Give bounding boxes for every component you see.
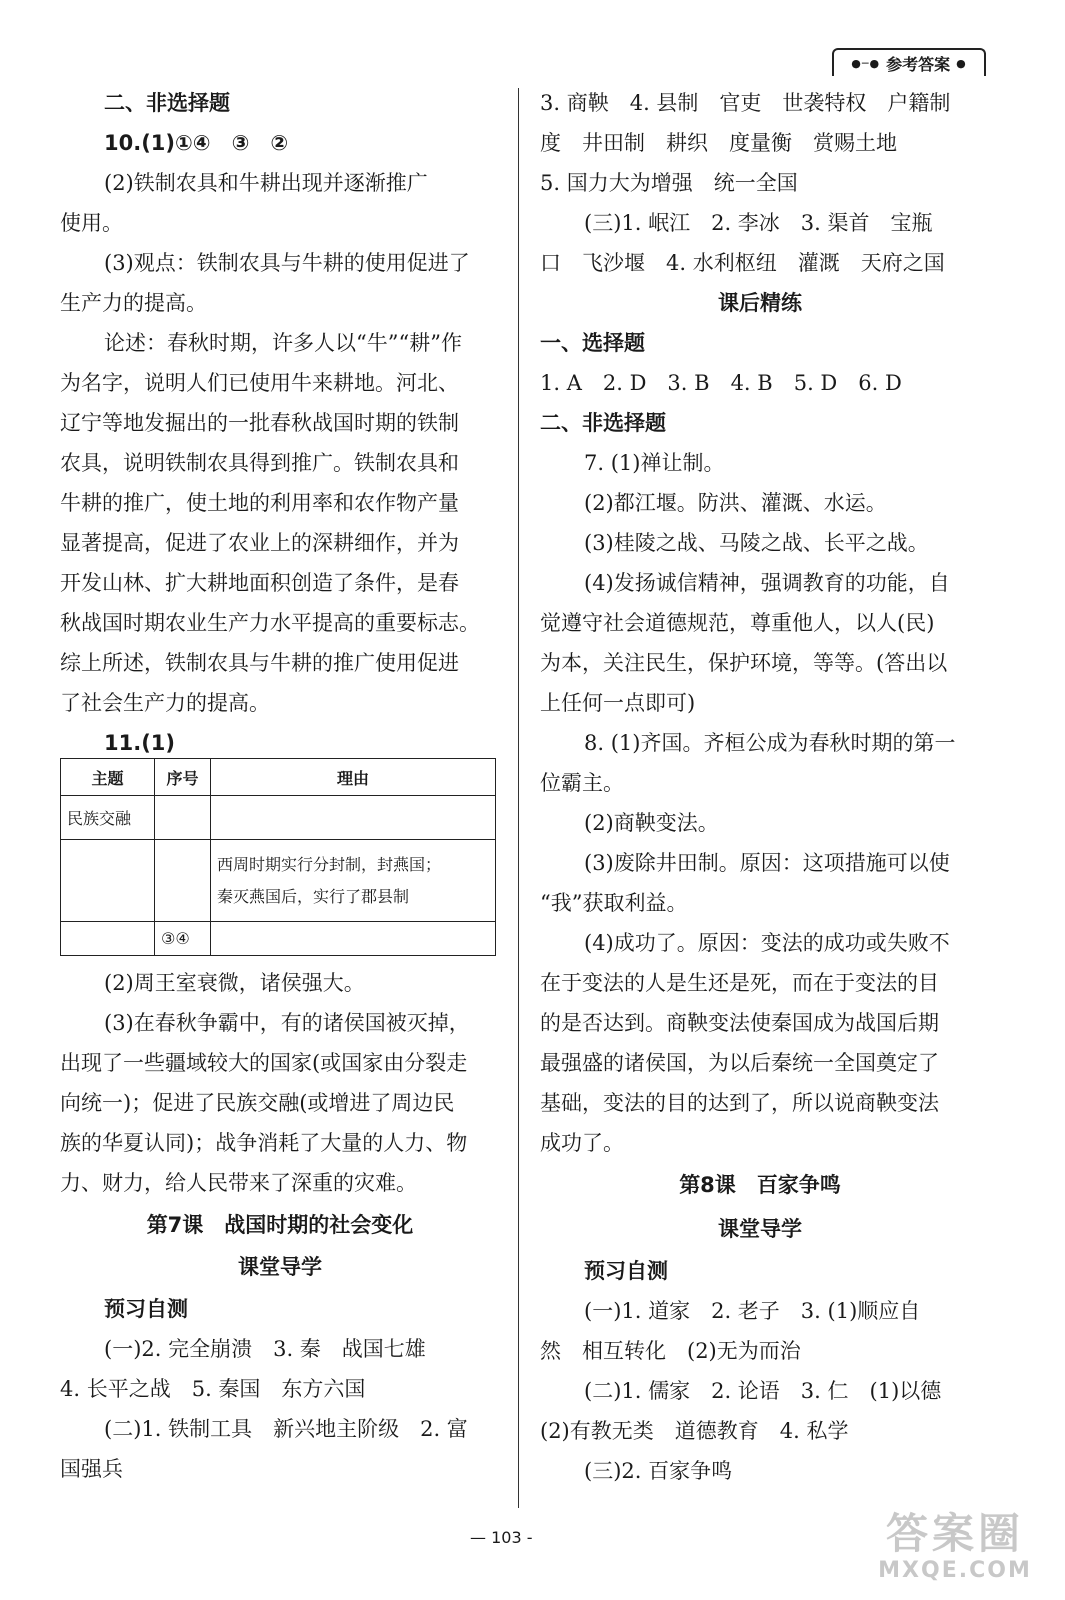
header-dots-right: ● xyxy=(956,56,967,70)
q10-3: (3)观点：铁制农具与牛耕的使用促进了 xyxy=(104,251,470,275)
q7-3: (3)桂陵之战、马陵之战、长平之战。 xyxy=(584,531,929,555)
section-preview-test: 预习自测 xyxy=(104,1297,188,1321)
q10-argument: 论述：春秋时期，许多人以“牛”“耕”作 xyxy=(104,331,462,355)
q7-4: (4)发扬诚信精神，强调教育的功能，自 xyxy=(584,571,950,595)
lesson-8-title: 第8课 百家争鸣 xyxy=(679,1173,841,1197)
q7-4-l3: 为本，关注民生，保护环境，等等。(答出以 xyxy=(540,651,948,675)
watermark-logo: 答案圈 xyxy=(885,1509,1024,1558)
table-cell: 西周时期实行分封制，封燕国； 秦灭燕国后，实行了郡县制 xyxy=(211,840,496,922)
p8-1-cont: 然 相互转化 (2)无为而治 xyxy=(540,1339,801,1363)
q10-argument-l9: 综上所述，铁制农具与牛耕的推广使用促进 xyxy=(60,651,459,675)
q11-1: 11.(1) xyxy=(104,731,176,755)
section-after-class: 课后精练 xyxy=(718,291,802,315)
table-cell: ③④ xyxy=(155,922,211,956)
r-line-1: 3. 商鞅 4. 县制 官吏 世袭特权 户籍制 xyxy=(540,91,951,115)
q8-1-cont: 位霸主。 xyxy=(540,771,624,795)
header-dots-left: ●─● xyxy=(851,56,881,70)
preview-1: (一)2. 完全崩溃 3. 秦 战国七雄 xyxy=(104,1337,426,1361)
q10-argument-l2: 为名字，说明人们已使用牛来耕地。河北、 xyxy=(60,371,459,395)
p8-2-cont: (2)有教无类 道德教育 4. 私学 xyxy=(540,1419,849,1443)
q11-3-l4: 族的华夏认同)；战争消耗了大量的人力、物 xyxy=(60,1131,468,1155)
choice-answers: 1. A 2. D 3. B 4. B 5. D 6. D xyxy=(540,371,902,395)
r-line-4: (三)1. 岷江 2. 李冰 3. 渠首 宝瓶 xyxy=(584,211,933,235)
q8-4: (4)成功了。原因：变法的成功或失败不 xyxy=(584,931,950,955)
q10-argument-l6: 显著提高，促进了农业上的深耕细作，并为 xyxy=(60,531,459,555)
table-row xyxy=(61,796,496,840)
table-cell xyxy=(155,796,211,840)
q11-3-l3: 向统一)；促进了民族交融(或增进了周边民 xyxy=(60,1091,455,1115)
table-cell: 民族交融 xyxy=(61,796,155,840)
q7-4-l2: 觉遵守社会道德规范，尊重他人，以人(民) xyxy=(540,611,935,635)
q10-3-cont: 生产力的提高。 xyxy=(60,291,207,315)
section-header-tag xyxy=(832,48,986,76)
preview-2: (二)1. 铁制工具 新兴地主阶级 2. 富 xyxy=(104,1417,468,1441)
q10-2-cont: 使用。 xyxy=(60,211,123,235)
q8-4-l3: 的是否达到。商鞅变法使秦国成为战国后期 xyxy=(540,1011,939,1035)
preview-1-cont: 4. 长平之战 5. 秦国 东方六国 xyxy=(60,1377,366,1401)
r-line-2: 度 井田制 耕织 度量衡 赏赐土地 xyxy=(540,131,897,155)
section-classroom-guide-2: 课堂导学 xyxy=(718,1217,802,1241)
section-classroom-guide: 课堂导学 xyxy=(238,1255,322,1279)
table-cell xyxy=(155,840,211,922)
q8-4-l6: 成功了。 xyxy=(540,1131,624,1155)
heading-non-choice-2: 二、非选择题 xyxy=(540,411,666,435)
preview-2-cont: 国强兵 xyxy=(60,1457,123,1481)
q10-2: (2)铁制农具和牛耕出现并逐渐推广 xyxy=(104,171,428,195)
q8-4-l5: 基础，变法的目的达到了，所以说商鞅变法 xyxy=(540,1091,939,1115)
header-title: 参考答案 xyxy=(886,54,951,74)
q10-1: 10.(1)①④ ③ ② xyxy=(104,131,289,155)
q10-argument-l3: 辽宁等地发掘出的一批春秋战国时期的铁制 xyxy=(60,411,459,435)
page-number: — 103 - xyxy=(470,1528,533,1547)
q8-4-l4: 最强盛的诸侯国，为以后秦统一全国奠定了 xyxy=(540,1051,939,1075)
table-header-cell: 序号 xyxy=(155,759,211,796)
answer-table xyxy=(60,758,496,956)
q11-3-l2: 出现了一些疆域较大的国家(或国家由分裂走 xyxy=(60,1051,468,1075)
q8-2: (2)商鞅变法。 xyxy=(584,811,719,835)
lesson-7-title: 第7课 战国时期的社会变化 xyxy=(146,1213,414,1237)
table-row xyxy=(61,922,496,956)
q7-1: 7. (1)禅让制。 xyxy=(584,451,725,475)
watermark-url: MXQE.COM xyxy=(878,1558,1032,1583)
q8-3: (3)废除井田制。原因：这项措施可以使 xyxy=(584,851,950,875)
column-divider xyxy=(518,88,519,1508)
table-cell xyxy=(61,840,155,922)
q10-argument-l5: 牛耕的推广，使土地的利用率和农作物产量 xyxy=(60,491,459,515)
table-header-cell: 主题 xyxy=(61,759,155,796)
q10-argument-l8: 秋战国时期农业生产力水平提高的重要标志。 xyxy=(60,611,480,635)
heading-choice: 一、选择题 xyxy=(540,331,645,355)
q8-4-l2: 在于变法的人是生还是死，而在于变法的目 xyxy=(540,971,939,995)
table-cell xyxy=(211,796,496,840)
p8-2: (二)1. 儒家 2. 论语 3. 仁 (1)以德 xyxy=(584,1379,942,1403)
table-header-cell: 理由 xyxy=(211,759,496,796)
q10-argument-l7: 开发山林、扩大耕地面积创造了条件，是春 xyxy=(60,571,459,595)
watermark xyxy=(870,1510,1040,1590)
r-line-3: 5. 国力大为增强 统一全国 xyxy=(540,171,798,195)
q11-2: (2)周王室衰微，诸侯强大。 xyxy=(104,971,365,995)
q8-3-cont: “我”获取利益。 xyxy=(540,891,688,915)
table-header-row xyxy=(61,759,496,796)
p8-1: (一)1. 道家 2. 老子 3. (1)顺应自 xyxy=(584,1299,921,1323)
heading-non-choice: 二、非选择题 xyxy=(104,91,230,115)
q8-1: 8. (1)齐国。齐桓公成为春秋时期的第一 xyxy=(584,731,956,755)
q10-argument-l10: 了社会生产力的提高。 xyxy=(60,691,270,715)
section-preview-test-2: 预习自测 xyxy=(584,1259,668,1283)
table-cell xyxy=(61,922,155,956)
q11-3: (3)在春秋争霸中，有的诸侯国被灭掉， xyxy=(104,1011,470,1035)
p8-3: (三)2. 百家争鸣 xyxy=(584,1459,733,1483)
q7-2: (2)都江堰。防洪、灌溉、水运。 xyxy=(584,491,887,515)
q11-3-l5: 力、财力，给人民带来了深重的灾难。 xyxy=(60,1171,417,1195)
table-cell xyxy=(211,922,496,956)
q7-4-l4: 上任何一点即可) xyxy=(540,691,696,715)
q10-argument-l4: 农具，说明铁制农具得到推广。铁制农具和 xyxy=(60,451,459,475)
table-row xyxy=(61,840,496,922)
r-line-5: 口 飞沙堰 4. 水利枢纽 灌溉 天府之国 xyxy=(540,251,945,275)
